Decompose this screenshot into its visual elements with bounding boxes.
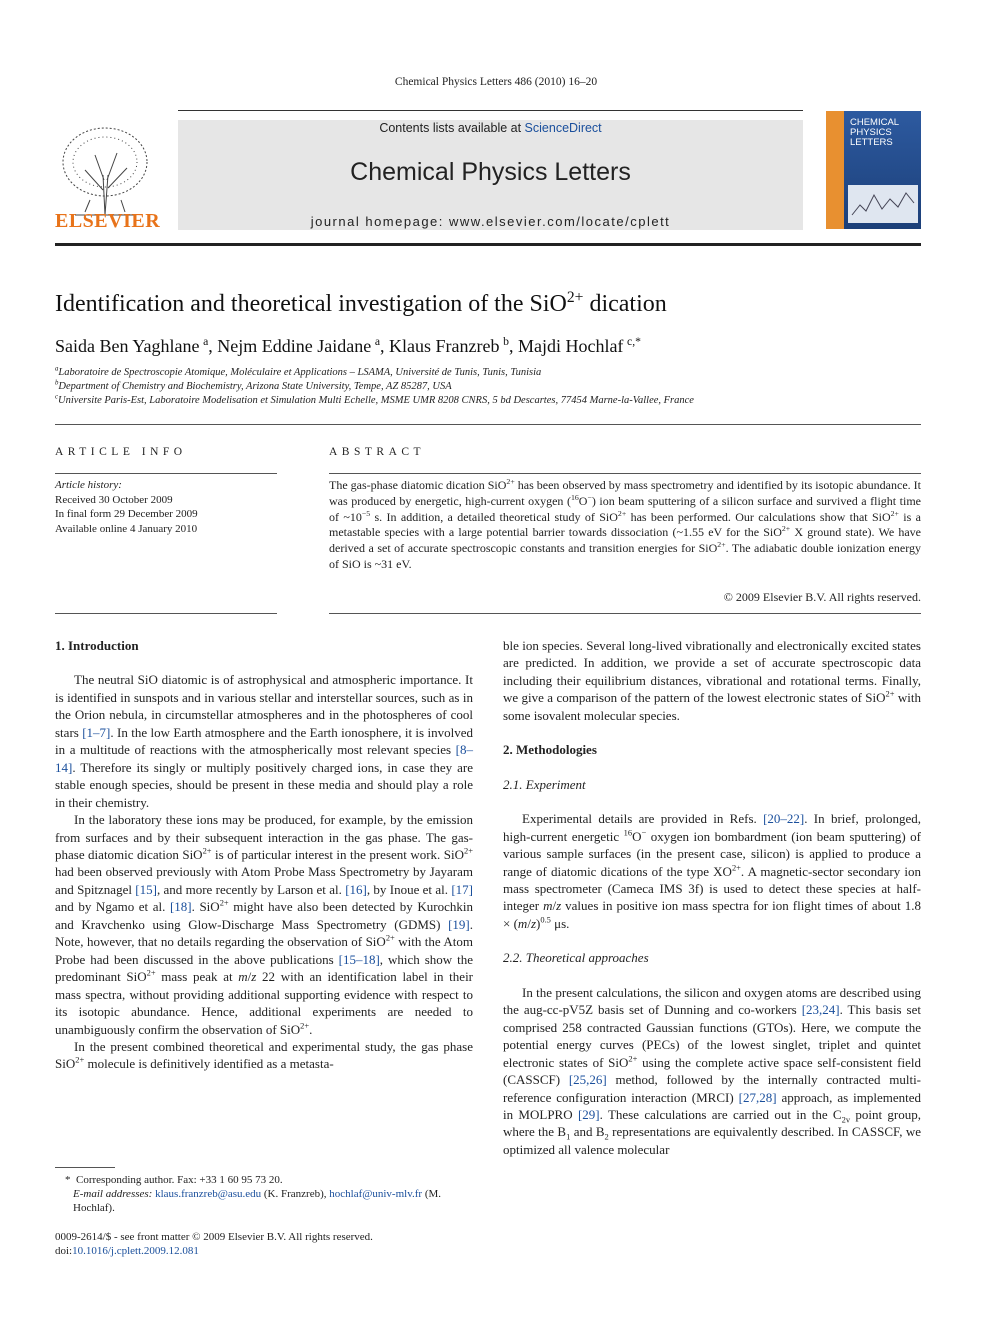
author[interactable]: Nejm Eddine Jaidane xyxy=(217,336,372,356)
section-heading: 2. Methodologies xyxy=(503,742,597,758)
article-info-heading: ARTICLE INFO xyxy=(55,446,187,458)
header-rule xyxy=(178,110,803,111)
copyright: © 2009 Elsevier B.V. All rights reserved. xyxy=(723,590,921,604)
cover-strip xyxy=(826,111,844,229)
cover-graph-icon xyxy=(848,185,918,223)
cover-title: CHEMICAL PHYSICS LETTERS xyxy=(850,117,899,148)
publisher-name: ELSEVIER xyxy=(55,210,161,232)
left-column: 1. Introduction The neutral SiO diatomic is of astrophysical and atmospheric importance. It is identified in sunspots and in various stellar and interstellar sources, such as in the Orion nebula, in circumstellar atmospheres and in the photospheres of cool stars [1–7]. In the low Earth atmosphere and the Earth ionosphere, it is involved in a multitude of reactions with the atmospherically most relevant species [8–14]. Therefore its singly or multiply positively charged ions, in case they are stable enough species, should be present in these media and should play a role in their chemistry. In the laboratory these ions may be produced, for example, by the emission from surfaces and by their subsequent interaction in the gas phase. The gas-phase diatomic dication SiO$^{2+}$ is of particular interest in the present work. SiO$^{2+}$ had been observed previously with Atom Probe Mass Spectrometry by Jayaram and Spitznagel [15], and more recently by Larson et al. [16], by Inoue et al. [17] and by Ngamo et al. [18]. SiO$^{2+}$ might have also been detected by Kurochkin and Kravchenko using Glow-Discharge Mass Spectrometry (GDMS) [19]. Note, however, that no details regarding the observation of SiO$^{2+}$ with the Atom Probe had been discussed in the above publications [15–18], which show the predominant SiO$^{2+}$ mass peak at m/z 22 with an identification label in their mass spectra, without providing additional supporting evidence with respect to its isotopic abundance. Hence, additional experiments are needed to unambiguously confirm the observation of SiO$^{2+}$. In the present combined theoretical and experimental study, the gas phase SiO$^{2+}$ molecule is definitively identified as a metasta- xyxy=(55,638,474,1072)
author-mark: c,* xyxy=(627,335,641,348)
email-link[interactable]: hochlaf@univ-mlv.fr xyxy=(329,1188,423,1200)
divider xyxy=(55,613,277,614)
author-mark: a xyxy=(203,335,209,348)
author-mark: a xyxy=(374,335,381,348)
author[interactable]: Majdi Hochlaf xyxy=(517,336,624,356)
article-title: Identification and theoretical investigation of the SiO$^{2+}$ dication xyxy=(55,289,667,317)
contents-line xyxy=(178,121,803,135)
divider xyxy=(55,424,921,425)
journal-reference: Chemical Physics Letters 486 (2010) 16–20 xyxy=(394,76,598,88)
journal-homepage[interactable]: journal homepage: www.elsevier.com/locate/cplett xyxy=(310,214,671,229)
footnote-rule xyxy=(55,1167,115,1168)
section-heading: 1. Introduction xyxy=(55,638,139,653)
front-matter: 0009-2614/$ - see front matter © 2009 Elsevier B.V. All rights reserved. doi:10.1016/j.cplett.2009.12.081 xyxy=(55,1231,373,1257)
subsection-heading: 2.1. Experiment xyxy=(503,776,586,792)
author-list: Saida Ben Yaghlane $^a$, Nejm Eddine Jaidane $^a$, Klaus Franzreb $^b$, Majdi Hochlaf $^{c,*}$ xyxy=(55,335,641,356)
article-history: Article history: Received 30 October 2009 In final form 29 December 2009 Available online 4 January 2010 xyxy=(55,479,198,535)
abstract-heading: ABSTRACT xyxy=(329,446,426,458)
divider xyxy=(329,473,921,474)
header-thick-rule xyxy=(55,243,921,246)
author-mark: b xyxy=(503,335,509,348)
journal-title: Chemical Physics Letters xyxy=(350,158,631,186)
affiliation: $^b$Department of Chemistry and Biochemistry, Arizona State University, Tempe, AZ 85287, USA xyxy=(55,379,452,392)
email-link[interactable]: klaus.franzreb@asu.edu xyxy=(155,1188,262,1200)
contents-prefix: Contents lists available at xyxy=(379,121,525,135)
subsection-heading: 2.2. Theoretical approaches xyxy=(503,950,649,966)
footnotes: * Corresponding author. Fax: +33 1 60 95 73 20. E-mail addresses: klaus.franzreb@asu.edu (K. Franzreb), hochlaf@univ-mlv.fr (M. Hochlaf). xyxy=(65,1174,442,1214)
right-column: ble ion species. Several long-lived vibrationally and electronically excited states are predicted. In addition, we provide a set of accurate spectroscopic data including their equilibrium distances, vibrational and rotational terms. Finally, we give a comparison of the pattern of the lowest electronic states of SiO$^{2+}$ with some isovalent molecular species. 2. Methodologies 2.1. Experiment Experimental details are provided in Refs. [20–22]. In brief, prolonged, high-current energetic $^{16}$O− oxygen ion bombardment (ion beam sputtering) of various sample surfaces (in the present case, silicon) is applied to produce a range of diatomic dications of the type $XO^{2+}$. A magnetic-sector secondary ion mass spectrometer (Cameca IMS 3f) is used to detect these species at half-integer m/z values in positive ion mass spectra for ion flight times of about $1.8 \times (m/z)^{0.5}$ μs. 2.2. Theoretical approaches In the present calculations, the silicon and oxygen atoms are described using the aug-cc-pV5Z basis set of Dunning and co-workers [23,24]. This basis set comprised 258 contracted Gaussian functions (GTOs). Here, we compute the potential energy curves (PECs) of the lowest singlet, triplet and quintet electronic states of SiO$^{2+}$ using the complete active space self-consistent field (CASSCF) [25,26] method, followed by the internally contracted multi-reference configuration interaction (MRCI) [27,28] approach, as implemented in MOLPRO [29]. These calculations are carried out in the $C_{2v}$ point group, where the $B_1$ and $B_2$ representations are equivalently described. In CASSCF, we optimized all valence molecular xyxy=(503,638,922,1157)
author[interactable]: Saida Ben Yaghlane xyxy=(55,336,200,356)
doi-link[interactable]: 10.1016/j.cplett.2009.12.081 xyxy=(72,1245,199,1257)
abstract-text: The gas-phase diatomic dication SiO$^{2+}$ has been observed by mass spectrometry and identified by its isotopic abundance. It was produced by energetic, high-current oxygen ($^{16}$O−) ion beam sputtering of a silicon surface and survived a flight time of $\sim 10^{-5}$ s. In addition, a detailed theoretical study of SiO$^{2+}$ has been performed. Our calculations show that SiO$^{2+}$ is a metastable species with a large potential barrier towards dissociation (~1.55 eV for the SiO$^{2+}$ X ground state). We have derived a set of accurate spectroscopic constants and transition energies for SiO$^{2+}$. The adiabatic double ionization energy of SiO is ~31 eV. xyxy=(329,477,922,571)
affiliation: $^c$Universite Paris-Est, Laboratoire Modelisation et Simulation Multi Echelle, MSME UMR 8208 CNRS, 5 bd Descartes, 77454 Marne-la-Vallee, France xyxy=(55,393,694,406)
author[interactable]: Klaus Franzreb xyxy=(389,336,500,356)
divider xyxy=(329,613,921,614)
sciencedirect-link[interactable]: ScienceDirect xyxy=(524,121,602,135)
affiliation: $^a$Laboratoire de Spectroscopie Atomique, Moléculaire et Applications – LSAMA, Université de Tunis, Tunis, Tunisia xyxy=(55,365,542,378)
divider xyxy=(55,473,277,474)
